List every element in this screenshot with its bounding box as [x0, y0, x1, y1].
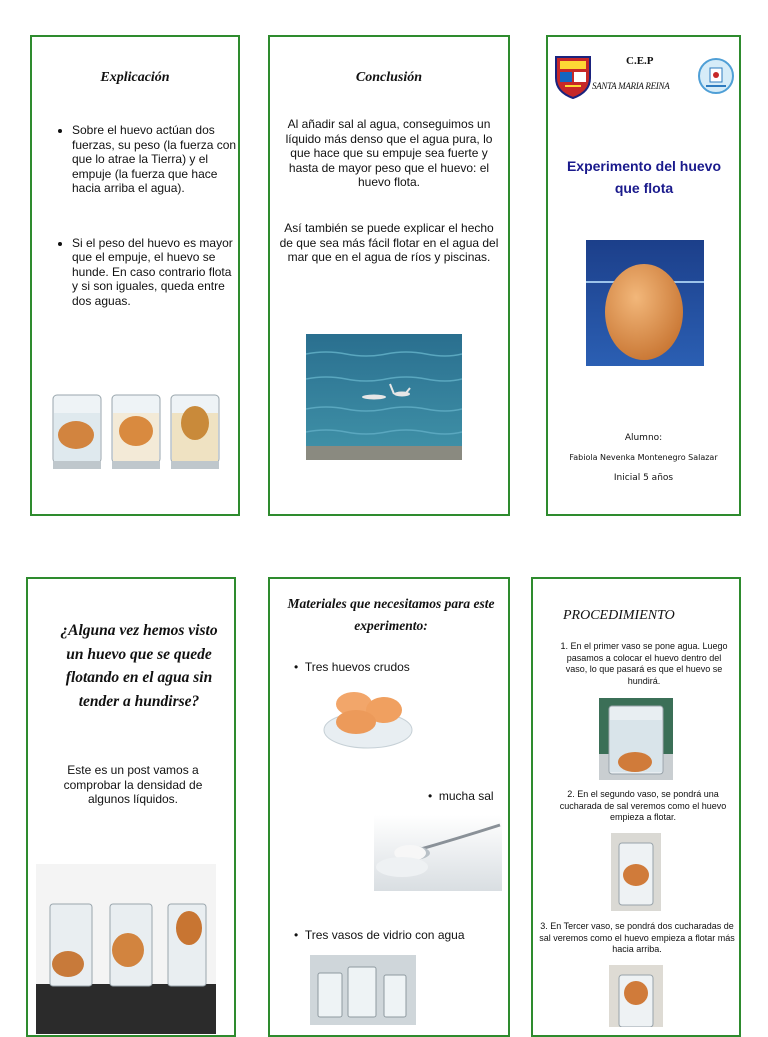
bullet-dot: • — [294, 660, 305, 674]
bullet-dot: • — [428, 789, 439, 803]
glass-1 — [53, 395, 101, 469]
materiales-title: Materiales que necesitamos para este experimento: — [287, 596, 495, 633]
list-item: • Si el peso del huevo es mayor que el empuje, el huevo se hunde. En caso contrario flota y si son iguales, queda entre dos aguas. — [72, 236, 240, 309]
panel-explicacion — [30, 35, 240, 516]
materiales-item-3 — [294, 928, 465, 942]
conclusion-title: Conclusión — [355, 70, 423, 85]
eggs-density-photo — [36, 864, 216, 1034]
procedimiento-step-1: 1. En el primer vaso se pone agua. Luego pasamos a colocar el huevo dentro del vaso, lo que pasará es que el huevo se hundirá. — [560, 641, 728, 686]
bullet-dot: • — [294, 928, 305, 942]
materiales-item-1 — [294, 660, 410, 674]
panel-materiales — [268, 577, 510, 1037]
materiales-item-2 — [428, 789, 494, 803]
explicacion-list — [56, 123, 240, 348]
school-crest-logo — [553, 54, 593, 100]
step2-floating-egg-image — [611, 833, 661, 911]
procedimiento-step-2: 2. En el segundo vaso, se pondrá una cucharada de sal veremos como el huevo empieza a flotar. — [559, 789, 727, 822]
step1-sinking-egg-image — [599, 698, 673, 780]
eggs-bowl-image — [322, 682, 414, 752]
level-text: Inicial 5 años — [613, 473, 674, 483]
cover-title: Experimento del huevo que flota — [566, 158, 722, 196]
item-label: Tres vasos de vidrio con agua — [304, 928, 465, 942]
intro-text: Este es un post vamos a comprobar la densidad de algunos líquidos. — [63, 763, 203, 806]
procedimiento-step-3: 3. En Tercer vaso, se pondrá dos cucharadas de sal veremos como el huevo empieza a flotar más hacia arriba. — [539, 921, 735, 954]
explicacion-title: Explicación — [100, 70, 170, 85]
school-name: SANTA MARIA REINA — [592, 81, 670, 91]
eggs-three-glasses-image — [50, 389, 224, 473]
step3-floating-egg-image — [609, 965, 663, 1027]
intro-question: ¿Alguna vez hemos visto un huevo que se quede flotando en el agua sin tender a hundirse? — [60, 622, 218, 710]
floating-egg-image — [586, 240, 704, 366]
glasses-water-image — [310, 955, 416, 1025]
sea-swimmers-image — [306, 334, 462, 460]
alumno-label: Alumno: — [624, 433, 663, 443]
school-abbr: C.E.P — [626, 55, 654, 67]
procedimiento-title: PROCEDIMIENTO — [563, 608, 675, 623]
item-label: Tres huevos crudos — [304, 660, 410, 674]
panel-cover — [546, 35, 741, 516]
panel-intro — [26, 577, 236, 1037]
panel-procedimiento — [531, 577, 741, 1037]
list-item: • Sobre el huevo actúan dos fuerzas, su peso (la fuerza con que lo atrae la Tierra) y el empuje (la fuerza que hace hacia arriba el agua). — [72, 123, 240, 196]
salt-spoon-image — [374, 815, 502, 891]
conclusion-paragraph-2: Así también se puede explicar el hecho de que sea más fácil flotar en el agua del mar que en el agua de ríos y piscinas. — [279, 221, 499, 264]
school-emblem-logo — [698, 54, 734, 100]
student-name: Fabiola Nevenka Montenegro Salazar — [569, 453, 718, 462]
panel-conclusion — [268, 35, 510, 516]
conclusion-paragraph-1: Al añadir sal al agua, conseguimos un líquido más denso que el agua pura, lo que hace que su empuje sea fuerte y hasta de mayor peso que el huevo: el huevo flota. — [285, 117, 493, 189]
glass-3 — [171, 395, 219, 469]
glass-2 — [112, 395, 160, 469]
item-label: mucha sal — [438, 789, 494, 803]
